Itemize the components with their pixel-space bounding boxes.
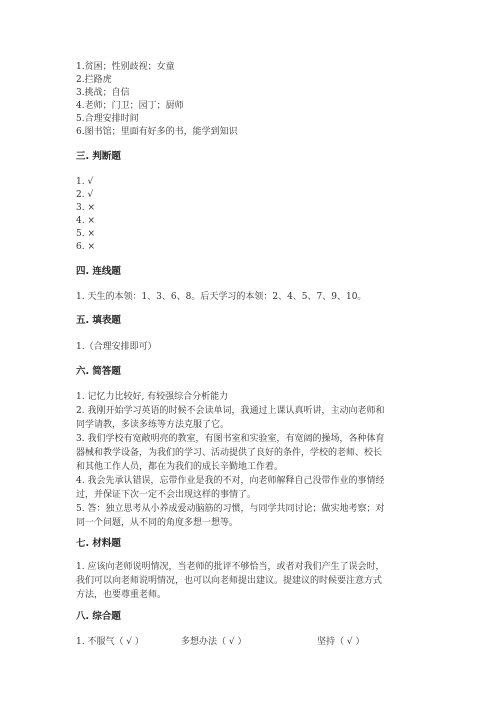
answer-line-1: 1.贫困；性别歧视；女童 <box>76 62 175 72</box>
judgment-item-2: 2. √ <box>76 190 94 200</box>
section-title-material: 七. 材料题 <box>76 538 121 549</box>
short-answer-line: 5. 答：独立思考从小养成爱动脑筋的习惯，与同学共同讨论；做实地考察；对 <box>76 504 385 514</box>
short-answer-line: 器械和教学设备，为我们的学习、活动提供了良好的条件，学校的老师、校长 <box>76 448 383 458</box>
short-answer-line: 4. 我会先承认错误，忘带作业是我的不对，向老师解释自己没带作业的事情经 <box>76 476 385 486</box>
section-title-table: 五. 填表题 <box>76 315 121 326</box>
section-title-short-answer: 六. 简答题 <box>76 366 121 377</box>
judgment-item-4: 4. × <box>76 216 95 226</box>
material-answer-line: 1. 应该向老师说明情况，当老师的批评不够恰当，或者对我们产生了误会时， <box>76 562 385 572</box>
short-answer-line: 和其他工作人员，都在为我们的成长辛勤地工作着。 <box>76 462 284 472</box>
answer-line-5: 5.合理安排时间 <box>76 114 139 124</box>
comprehensive-answer-3: 坚持（ √ ） <box>317 637 365 647</box>
material-answer-line: 我们可以向老师说明情况，也可以向老师提出建议。提建议的时候要注意方式 <box>76 576 383 586</box>
short-answer-line: 过，并保证下次一定不会出现这样的事情了。 <box>76 490 257 500</box>
table-answer: 1.（合理安排即可） <box>76 342 157 352</box>
matching-answer: 1. 天生的本领：1、3、6、8。后天学习的本领：2、4、5、7、9、10。 <box>76 292 367 302</box>
material-answer-block <box>76 560 426 602</box>
judgment-item-6: 6. × <box>76 242 95 252</box>
answer-line-3: 3.挑战；自信 <box>76 88 130 98</box>
short-answer-line: 同学请教，多读多练等方法克服了它。 <box>76 420 230 430</box>
short-answer-line: 2. 我刚开始学习英语的时候不会读单词，我通过上课认真听讲，主动向老师和 <box>76 406 385 416</box>
answer-line-4: 4.老师；门卫；园丁；厨师 <box>76 101 184 111</box>
short-answer-block <box>76 390 426 530</box>
answer-line-2: 2.拦路虎 <box>76 75 112 85</box>
section-title-judgment: 三. 判断题 <box>76 151 121 162</box>
comprehensive-answer-1: 1. 不服气（ √ ） <box>76 637 144 647</box>
judgment-item-3: 3. × <box>76 203 95 213</box>
section-title-matching: 四. 连线题 <box>76 266 121 277</box>
section-title-comprehensive: 八. 综合题 <box>76 611 121 622</box>
short-answer-line: 1. 记忆力比较好, 有较强综合分析能力 <box>76 392 229 402</box>
material-answer-line: 方法，也要尊重老师。 <box>76 590 167 600</box>
comprehensive-answer-2: 多想办法（ √ ） <box>181 637 247 647</box>
judgment-item-5: 5. × <box>76 229 95 239</box>
judgment-item-1: 1. √ <box>76 177 94 187</box>
short-answer-line: 3. 我们学校有宽敞明亮的教室，有图书室和实验室，有宽阔的操场，各种体育 <box>76 434 385 444</box>
short-answer-line: 同一个问题，从不同的角度多想一想等。 <box>76 518 239 528</box>
answer-line-6: 6.图书馆；里面有好多的书，能学到知识 <box>76 127 238 137</box>
